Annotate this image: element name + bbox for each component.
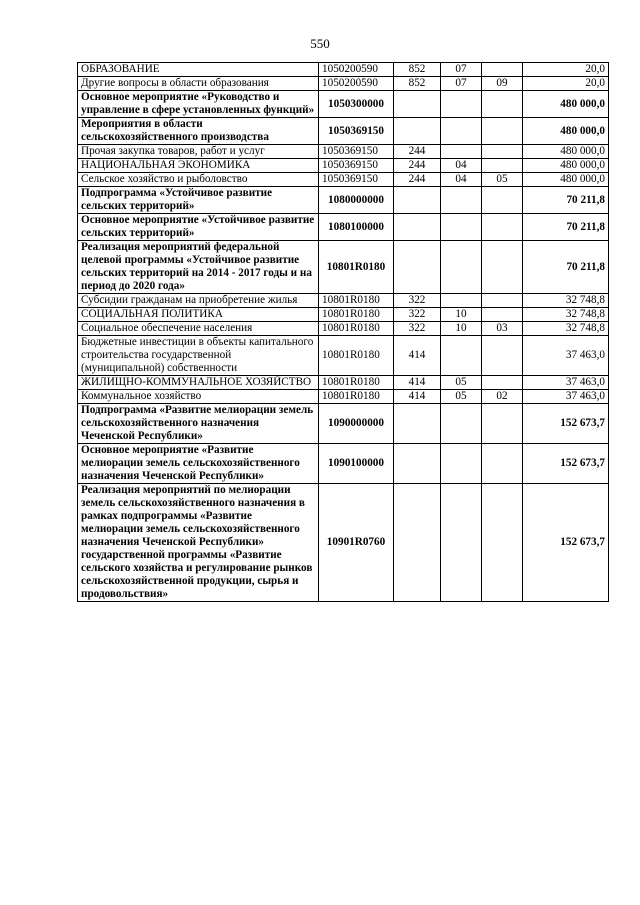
row-section-cell xyxy=(441,241,482,294)
table-row xyxy=(78,241,609,294)
row-name-cell: Мероприятия в области сельскохозяйственного производства xyxy=(78,118,319,145)
row-amount-cell: 70 211,8 xyxy=(523,241,609,294)
row-amount-cell: 20,0 xyxy=(523,77,609,91)
table-row xyxy=(78,145,609,159)
row-amount-cell: 152 673,7 xyxy=(523,444,609,484)
row-section-cell xyxy=(441,444,482,484)
row-subsection-cell: 09 xyxy=(482,77,523,91)
row-subsection-cell xyxy=(482,91,523,118)
row-section-cell: 05 xyxy=(441,390,482,404)
row-section-cell xyxy=(441,294,482,308)
table-row xyxy=(78,294,609,308)
page-number: 550 xyxy=(310,36,330,51)
row-amount-cell: 480 000,0 xyxy=(523,91,609,118)
row-subsection-cell xyxy=(482,118,523,145)
row-code-cell: 10801R0180 xyxy=(319,322,394,336)
row-amount-cell: 32 748,8 xyxy=(523,308,609,322)
budget-table xyxy=(77,62,609,602)
row-amount-cell: 32 748,8 xyxy=(523,294,609,308)
row-amount-cell: 70 211,8 xyxy=(523,187,609,214)
table-row xyxy=(78,214,609,241)
row-subsection-cell xyxy=(482,294,523,308)
table-row xyxy=(78,444,609,484)
row-name-cell: НАЦИОНАЛЬНАЯ ЭКОНОМИКА xyxy=(78,159,319,173)
row-code-cell: 1050200590 xyxy=(319,63,394,77)
row-code-cell: 1050369150 xyxy=(319,173,394,187)
row-expense-type-cell: 244 xyxy=(394,173,441,187)
row-expense-type-cell: 244 xyxy=(394,159,441,173)
row-name-cell: Сельское хозяйство и рыболовство xyxy=(78,173,319,187)
row-name-cell: Основное мероприятие «Развитие мелиорации земель сельскохозяйственного назначения Чеченской Республики» xyxy=(78,444,319,484)
row-subsection-cell xyxy=(482,376,523,390)
row-expense-type-cell xyxy=(394,444,441,484)
row-name-cell: Основное мероприятие «Устойчивое развитие сельских территорий» xyxy=(78,214,319,241)
table-row xyxy=(78,173,609,187)
row-subsection-cell xyxy=(482,444,523,484)
row-name-cell: Подпрограмма «Развитие мелиорации земель сельскохозяйственного назначения Чеченской Республики» xyxy=(78,404,319,444)
row-section-cell xyxy=(441,118,482,145)
row-code-cell: 1080100000 xyxy=(319,214,394,241)
row-section-cell: 07 xyxy=(441,77,482,91)
row-code-cell: 1050369150 xyxy=(319,159,394,173)
row-code-cell: 1050369150 xyxy=(319,145,394,159)
table-row xyxy=(78,390,609,404)
row-code-cell: 1050369150 xyxy=(319,118,394,145)
row-name-cell: Подпрограмма «Устойчивое развитие сельских территорий» xyxy=(78,187,319,214)
table-row xyxy=(78,308,609,322)
row-name-cell: Реализация мероприятий по мелиорации земель сельскохозяйственного назначения в рамках подпрограммы «Развитие мелиорации земель сельскохозяйственного назначения Чеченской Республики» государственной программы «Развитие сельского хозяйства и регулирование рынков сельскохозяйственной продукции, сырья и продовольствия» xyxy=(78,484,319,602)
row-name-cell: Реализация мероприятий федеральной целевой программы «Устойчивое развитие сельских территорий на 2014 - 2017 годы и на период до 2020 года» xyxy=(78,241,319,294)
row-name-cell: Бюджетные инвестиции в объекты капитального строительства государственной (муниципальной) собственности xyxy=(78,336,319,376)
row-section-cell xyxy=(441,91,482,118)
row-subsection-cell xyxy=(482,336,523,376)
row-name-cell: СОЦИАЛЬНАЯ ПОЛИТИКА xyxy=(78,308,319,322)
row-code-cell: 10801R0180 xyxy=(319,294,394,308)
row-code-cell: 10801R0180 xyxy=(319,376,394,390)
row-expense-type-cell: 414 xyxy=(394,390,441,404)
row-code-cell: 10801R0180 xyxy=(319,241,394,294)
row-section-cell xyxy=(441,404,482,444)
row-amount-cell: 480 000,0 xyxy=(523,118,609,145)
row-name-cell: ЖИЛИЩНО-КОММУНАЛЬНОЕ ХОЗЯЙСТВО xyxy=(78,376,319,390)
row-section-cell xyxy=(441,187,482,214)
row-amount-cell: 20,0 xyxy=(523,63,609,77)
row-section-cell xyxy=(441,214,482,241)
row-amount-cell: 37 463,0 xyxy=(523,390,609,404)
row-name-cell: ОБРАЗОВАНИЕ xyxy=(78,63,319,77)
row-amount-cell: 152 673,7 xyxy=(523,404,609,444)
row-subsection-cell xyxy=(482,214,523,241)
table-row xyxy=(78,376,609,390)
row-name-cell: Основное мероприятие «Руководство и управление в сфере установленных функций» xyxy=(78,91,319,118)
row-amount-cell: 480 000,0 xyxy=(523,173,609,187)
row-section-cell: 10 xyxy=(441,308,482,322)
row-subsection-cell xyxy=(482,187,523,214)
row-name-cell: Коммунальное хозяйство xyxy=(78,390,319,404)
row-subsection-cell xyxy=(482,241,523,294)
row-subsection-cell: 05 xyxy=(482,173,523,187)
row-section-cell xyxy=(441,336,482,376)
table-row xyxy=(78,322,609,336)
table-row xyxy=(78,404,609,444)
row-name-cell: Социальное обеспечение населения xyxy=(78,322,319,336)
row-code-cell: 10801R0180 xyxy=(319,336,394,376)
row-code-cell: 10801R0180 xyxy=(319,308,394,322)
row-section-cell: 05 xyxy=(441,376,482,390)
row-expense-type-cell: 322 xyxy=(394,308,441,322)
row-amount-cell: 37 463,0 xyxy=(523,336,609,376)
row-expense-type-cell xyxy=(394,91,441,118)
row-subsection-cell xyxy=(482,159,523,173)
row-expense-type-cell: 852 xyxy=(394,63,441,77)
row-expense-type-cell xyxy=(394,404,441,444)
row-section-cell: 10 xyxy=(441,322,482,336)
row-section-cell: 04 xyxy=(441,173,482,187)
row-code-cell: 1080000000 xyxy=(319,187,394,214)
budget-table-body xyxy=(78,63,609,602)
table-row xyxy=(78,484,609,602)
row-amount-cell: 32 748,8 xyxy=(523,322,609,336)
table-row xyxy=(78,187,609,214)
row-subsection-cell xyxy=(482,308,523,322)
table-row xyxy=(78,63,609,77)
table-row xyxy=(78,336,609,376)
row-name-cell: Субсидии гражданам на приобретение жилья xyxy=(78,294,319,308)
row-amount-cell: 152 673,7 xyxy=(523,484,609,602)
row-subsection-cell xyxy=(482,404,523,444)
row-expense-type-cell xyxy=(394,214,441,241)
row-subsection-cell: 03 xyxy=(482,322,523,336)
table-row xyxy=(78,91,609,118)
row-section-cell: 04 xyxy=(441,159,482,173)
row-expense-type-cell: 414 xyxy=(394,376,441,390)
row-subsection-cell xyxy=(482,63,523,77)
row-expense-type-cell: 244 xyxy=(394,145,441,159)
row-amount-cell: 480 000,0 xyxy=(523,159,609,173)
row-code-cell: 1050300000 xyxy=(319,91,394,118)
row-code-cell: 10901R0760 xyxy=(319,484,394,602)
row-amount-cell: 37 463,0 xyxy=(523,376,609,390)
row-code-cell: 10801R0180 xyxy=(319,390,394,404)
row-section-cell xyxy=(441,484,482,602)
table-row xyxy=(78,118,609,145)
row-expense-type-cell: 852 xyxy=(394,77,441,91)
row-subsection-cell: 02 xyxy=(482,390,523,404)
row-subsection-cell xyxy=(482,145,523,159)
table-row xyxy=(78,159,609,173)
table-row xyxy=(78,77,609,91)
row-name-cell: Другие вопросы в области образования xyxy=(78,77,319,91)
row-amount-cell: 480 000,0 xyxy=(523,145,609,159)
row-subsection-cell xyxy=(482,484,523,602)
row-code-cell: 1050200590 xyxy=(319,77,394,91)
row-expense-type-cell xyxy=(394,118,441,145)
row-expense-type-cell xyxy=(394,187,441,214)
row-expense-type-cell: 322 xyxy=(394,322,441,336)
row-code-cell: 1090000000 xyxy=(319,404,394,444)
row-section-cell xyxy=(441,145,482,159)
row-expense-type-cell: 414 xyxy=(394,336,441,376)
row-amount-cell: 70 211,8 xyxy=(523,214,609,241)
row-section-cell: 07 xyxy=(441,63,482,77)
row-code-cell: 1090100000 xyxy=(319,444,394,484)
row-expense-type-cell xyxy=(394,241,441,294)
row-expense-type-cell xyxy=(394,484,441,602)
row-expense-type-cell: 322 xyxy=(394,294,441,308)
row-name-cell: Прочая закупка товаров, работ и услуг xyxy=(78,145,319,159)
